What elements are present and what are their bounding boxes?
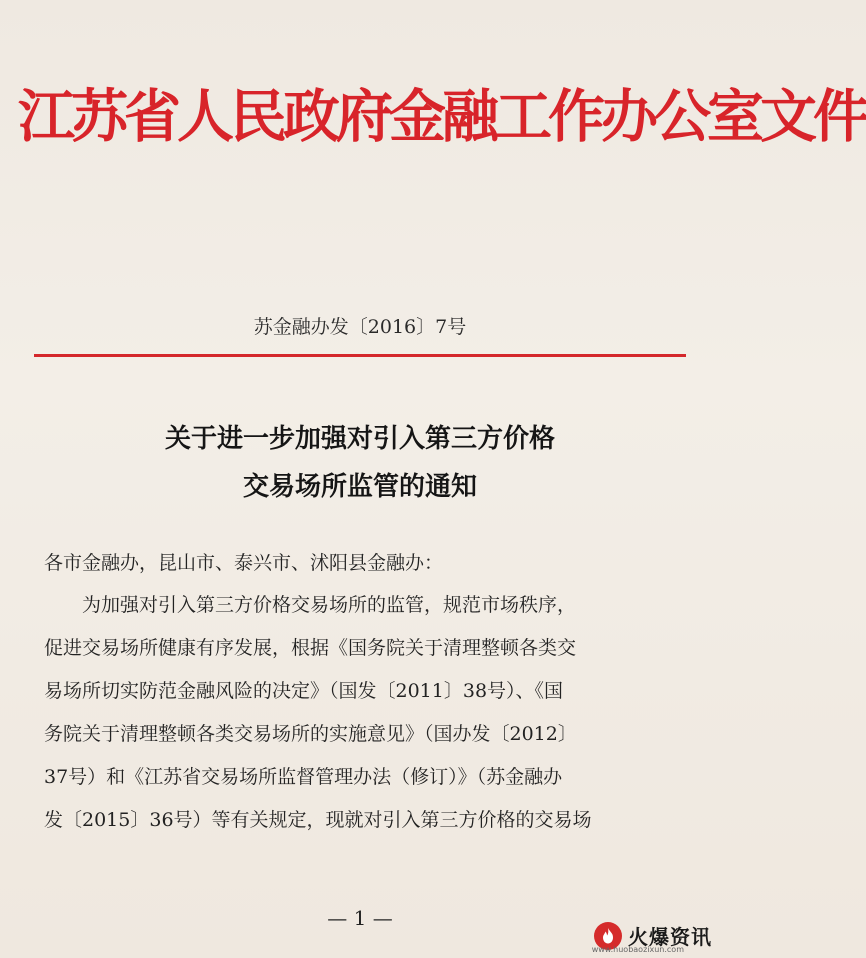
recipients-line: 各市金融办，昆山市、泰兴市、沭阳县金融办： xyxy=(44,552,444,574)
document-number: 苏金融办发〔2016〕7号 xyxy=(253,316,467,338)
watermark xyxy=(591,921,712,954)
document-title-line-1: 关于进一步加强对引入第三方价格 xyxy=(164,424,555,454)
page-number: — 1 — xyxy=(327,906,393,930)
watermark-url: www.huobaozixun.com xyxy=(591,945,684,954)
body-line: 易场所切实防范金融风险的决定》（国发〔2011〕38号）、《国 xyxy=(44,680,564,702)
red-divider xyxy=(34,354,686,357)
body-line: 发〔2015〕36号）等有关规定，现就对引入第三方价格的交易场 xyxy=(44,809,592,831)
body-line: 37号）和《江苏省交易场所监督管理办法（修订）》（苏金融办 xyxy=(44,766,563,788)
body-line: 为加强对引入第三方价格交易场所的监管，规范市场秩序， xyxy=(82,594,577,616)
body-line: 促进交易场所健康有序发展，根据《国务院关于清理整顿各类交 xyxy=(44,637,577,659)
document-title-line-2: 交易场所监管的通知 xyxy=(242,472,477,502)
body-line: 务院关于清理整顿各类交易场所的实施意见》（国办发〔2012〕 xyxy=(44,723,577,745)
document-header: 江苏省人民政府金融工作办公室文件 xyxy=(18,83,866,150)
watermark-text: 火爆资讯 xyxy=(628,925,712,949)
